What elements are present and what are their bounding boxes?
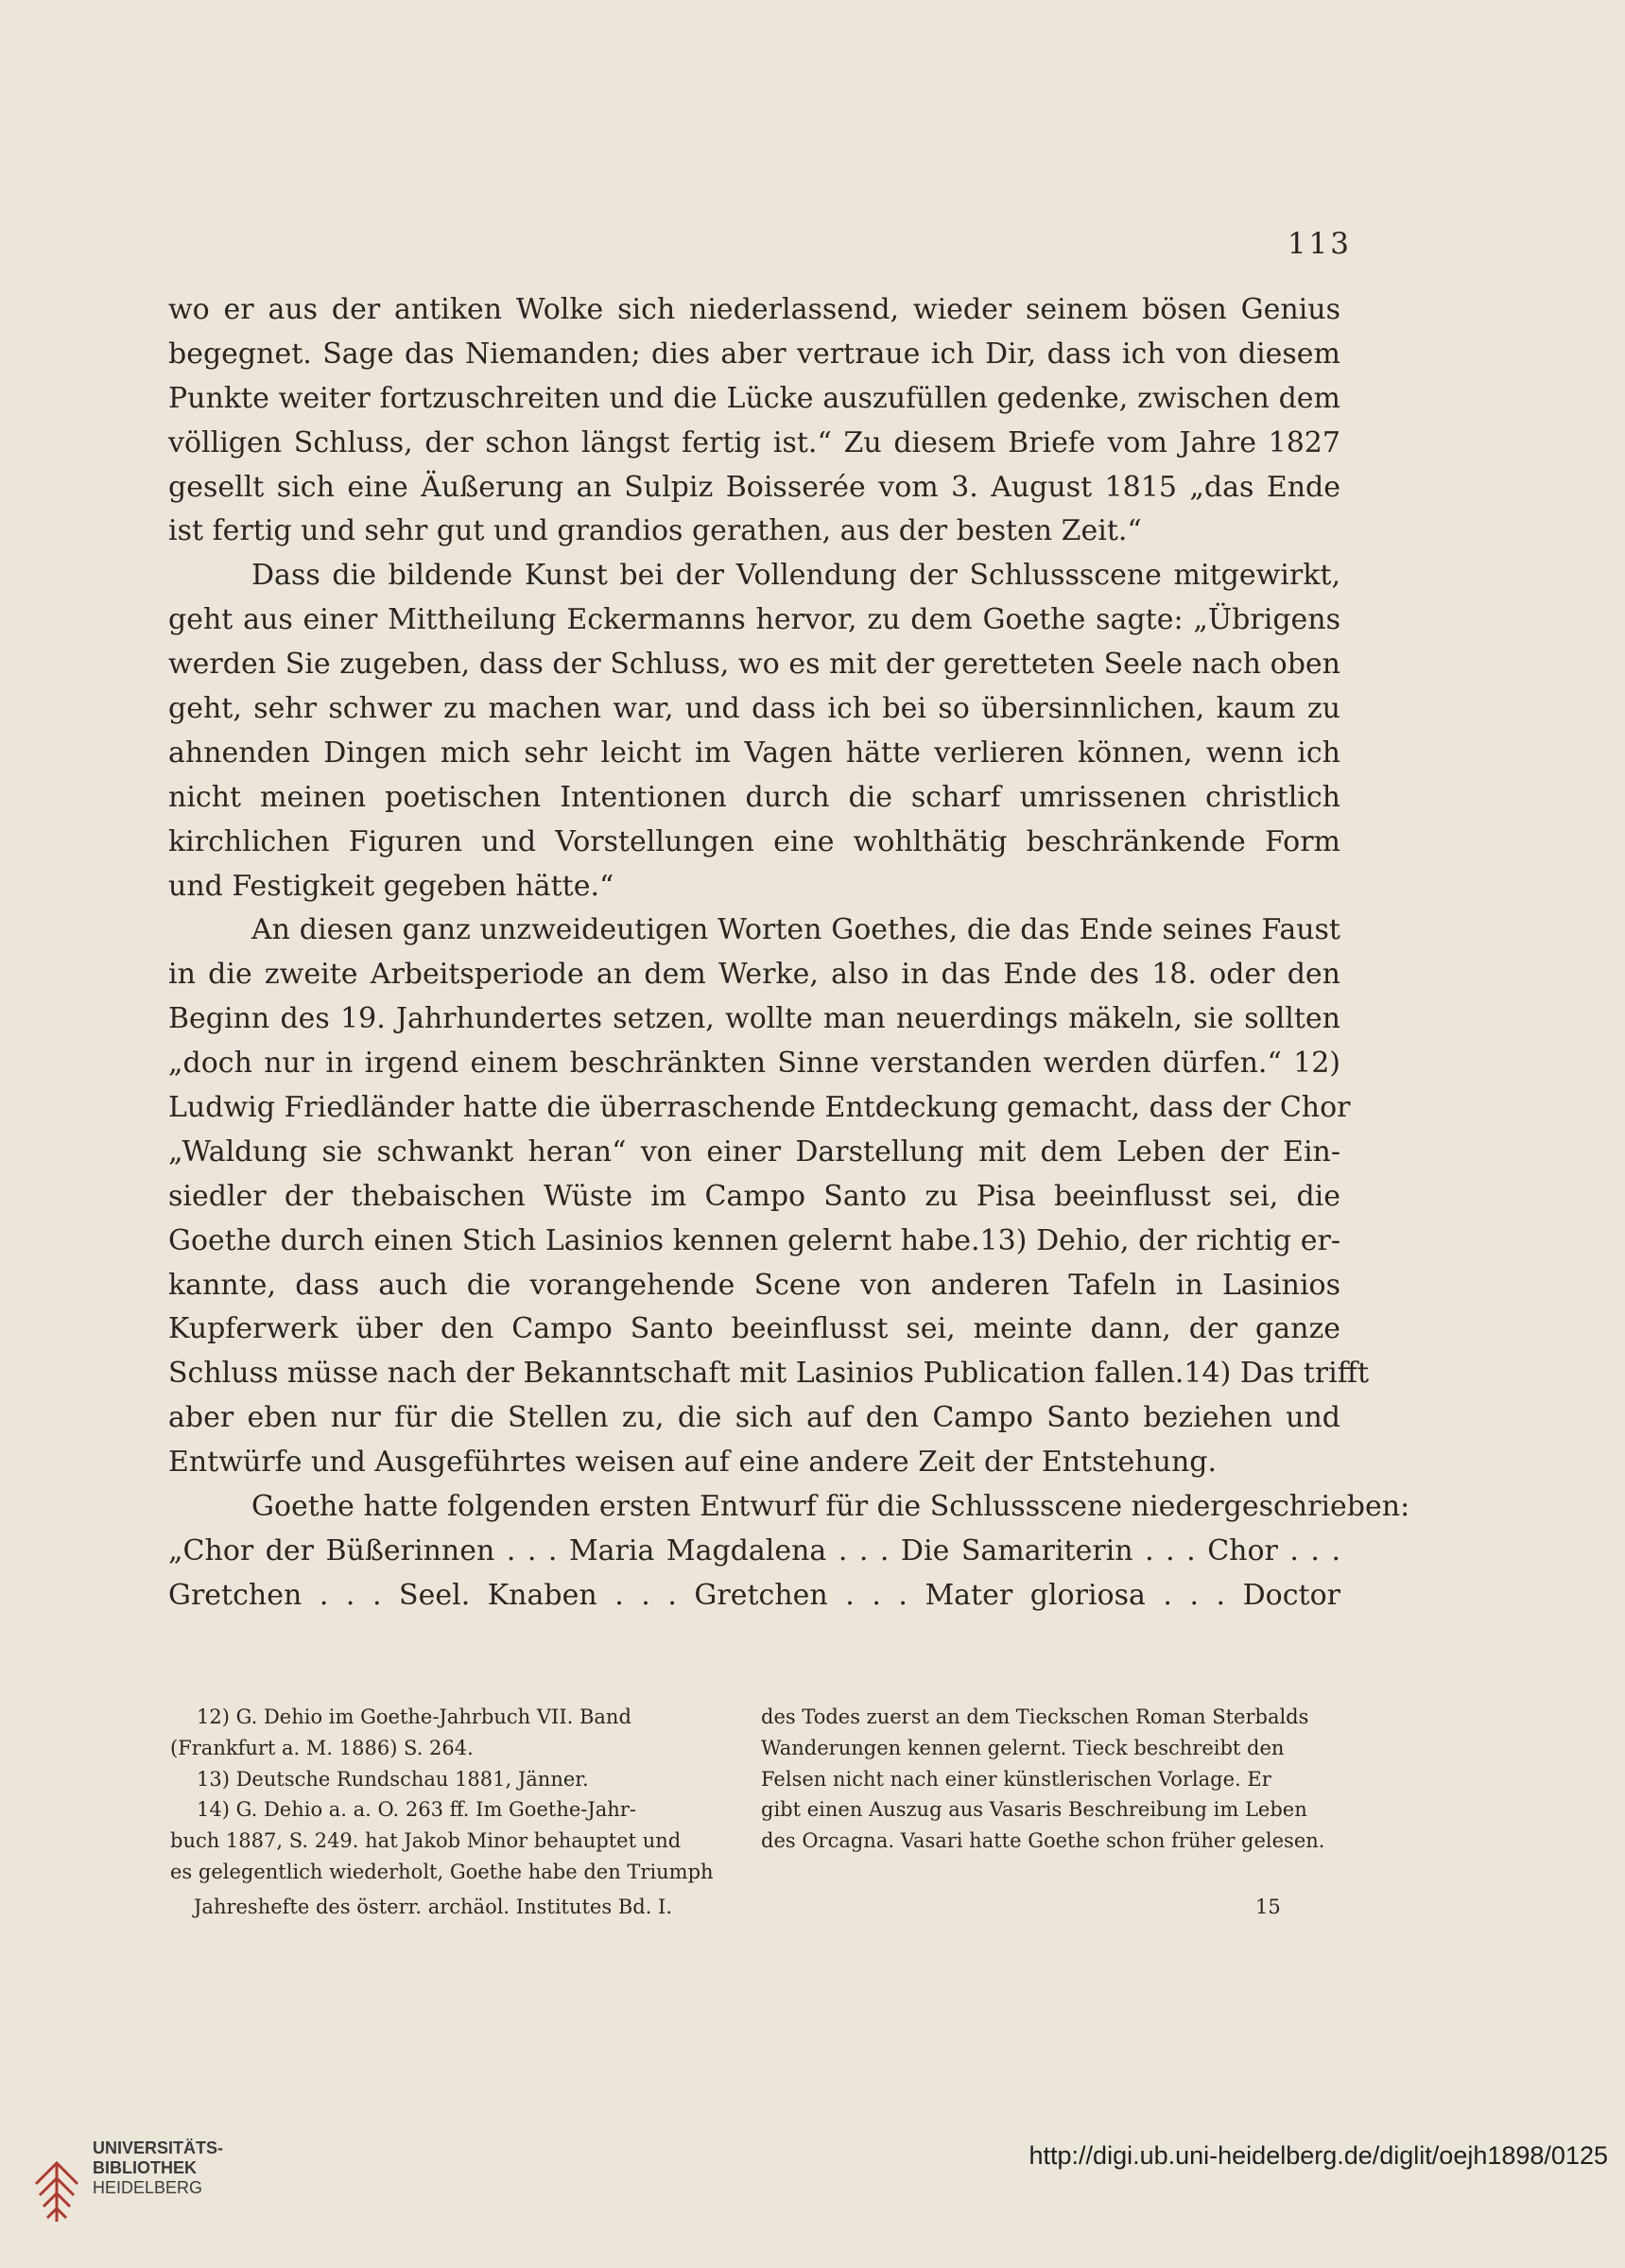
text-line: „Waldung sie schwankt heran“ von einer Darstellung mit dem Leben der Ein- — [168, 1134, 1340, 1169]
text-line: Goethe hatte folgenden ersten Entwurf für die Schlussscene niedergeschrieben: — [251, 1490, 1410, 1524]
text-line: Ludwig Friedländer hatte die überraschende Entdeckung gemacht, dass der Chor — [168, 1091, 1351, 1125]
text-line: in die zweite Arbeitsperiode an dem Werke, also in das Ende des 18. oder den — [168, 958, 1340, 992]
university-library-logo-icon — [28, 2127, 85, 2231]
text-line: geht, sehr schwer zu machen war, und dass ich bei so übersinnlichen, kaum zu — [168, 692, 1340, 726]
text-line: werden Sie zugeben, dass der Schluss, wo es mit der geretteten Seele nach oben — [168, 648, 1340, 682]
footnote-line: 12) G. Dehio im Goethe-Jahrbuch VII. Band — [197, 1705, 631, 1728]
footnote-line: gibt einen Auszug aus Vasaris Beschreibung im Leben — [761, 1798, 1307, 1822]
text-line: nicht meinen poetischen Intentionen durch die scharf umrissenen christlich — [168, 780, 1340, 814]
library-name-line: UNIVERSITÄTS- — [93, 2138, 224, 2157]
text-line: Gretchen . . . Seel. Knaben . . . Gretchen . . . Mater gloriosa . . . Doctor — [168, 1578, 1340, 1612]
text-line: aber eben nur für die Stellen zu, die sich auf den Campo Santo beziehen und — [168, 1401, 1340, 1435]
text-line: ist fertig und sehr gut und grandios gerathen, aus der besten Zeit.“ — [168, 514, 1142, 548]
footnote-line: buch 1887, S. 249. hat Jakob Minor behauptet und — [170, 1829, 682, 1853]
body-text — [168, 288, 1410, 1619]
text-line: und Festigkeit gegeben hätte.“ — [168, 869, 614, 903]
text-line: ahnenden Dingen mich sehr leicht im Vagen hätte verlieren können, wenn ich — [168, 736, 1340, 770]
source-url-link[interactable]: http://digi.ub.uni-heidelberg.de/diglit/oejh1898/0125 — [1029, 2141, 1608, 2170]
footnote-line: des Todes zuerst an dem Tieckschen Roman Sterbalds — [761, 1705, 1309, 1728]
text-line: siedler der thebaischen Wüste im Campo Santo zu Pisa beeinflusst sei, die — [168, 1179, 1340, 1213]
footnote-line: Felsen nicht nach einer künstlerischen Vorlage. Er — [761, 1767, 1271, 1791]
text-line: Beginn des 19. Jahrhundertes setzen, wollte man neuerdings mäkeln, sie sollten — [168, 1002, 1340, 1036]
text-line: Goethe durch einen Stich Lasinios kennen gelernt habe.13) Dehio, der richtig er- — [168, 1223, 1340, 1257]
text-line: Schluss müsse nach der Bekanntschaft mit Lasinios Publication fallen.14) Das trifft — [168, 1357, 1370, 1391]
signature-number: 15 — [1255, 1896, 1281, 1918]
text-line: völligen Schluss, der schon längst fertig ist.“ Zu diesem Briefe vom Jahre 1827 — [168, 425, 1340, 459]
journal-footer: Jahreshefte des österr. archäol. Institutes Bd. I. — [194, 1896, 673, 1918]
text-line: kannte, dass auch die vorangehende Scene von anderen Tafeln in Lasinios — [168, 1268, 1340, 1302]
footnote-line: (Frankfurt a. M. 1886) S. 264. — [170, 1736, 474, 1759]
text-line: Punkte weiter fortzuschreiten und die Lücke auszufüllen gedenke, zwischen dem — [168, 381, 1340, 415]
text-line: geht aus einer Mittheilung Eckermanns hervor, zu dem Goethe sagte: „Übrigens — [168, 603, 1340, 637]
page-number: 113 — [1287, 227, 1352, 261]
footnote-line: 13) Deutsche Rundschau 1881, Jänner. — [197, 1767, 589, 1791]
text-line: „Chor der Büßerinnen . . . Maria Magdalena . . . Die Samariterin . . . Chor . . . — [168, 1533, 1340, 1567]
text-line: wo er aus der antiken Wolke sich niederlassend, wieder seinem bösen Genius — [168, 293, 1340, 326]
library-name — [93, 2138, 223, 2198]
text-line: Dass die bildende Kunst bei der Vollendung der Schlussscene mitgewirkt, — [251, 559, 1340, 593]
footnote-line: es gelegentlich wiederholt, Goethe habe den Triumph — [170, 1860, 714, 1883]
footnote-line: des Orcagna. Vasari hatte Goethe schon früher gelesen. — [761, 1829, 1325, 1853]
text-line: Entwürfe und Ausgeführtes weisen auf eine andere Zeit der Entstehung. — [168, 1446, 1218, 1480]
text-line: Kupferwerk über den Campo Santo beeinflusst sei, meinte dann, der ganze — [168, 1312, 1340, 1346]
library-name-line: HEIDELBERG — [93, 2178, 203, 2197]
text-line: „doch nur in irgend einem beschränkten Sinne verstanden werden dürfen.“ 12) — [168, 1047, 1340, 1081]
text-line: An diesen ganz unzweideutigen Worten Goethes, die das Ende seines Faust — [251, 913, 1340, 947]
footnote-line: 14) G. Dehio a. a. O. 263 ff. Im Goethe-Jahr- — [197, 1798, 636, 1822]
text-line: begegnet. Sage das Niemanden; dies aber vertraue ich Dir, dass ich von diesem — [168, 337, 1340, 371]
library-name-line: BIBLIOTHEK — [93, 2158, 197, 2177]
text-line: gesellt sich eine Äußerung an Sulpiz Boisserée vom 3. August 1815 „das Ende — [168, 470, 1340, 504]
footnote-line: Wanderungen kennen gelernt. Tieck beschreibt den — [761, 1736, 1285, 1759]
footnotes-left — [170, 1702, 752, 1888]
footnotes-right — [761, 1702, 1342, 1857]
text-line: kirchlichen Figuren und Vorstellungen eine wohlthätig beschränkende Form — [168, 824, 1340, 858]
